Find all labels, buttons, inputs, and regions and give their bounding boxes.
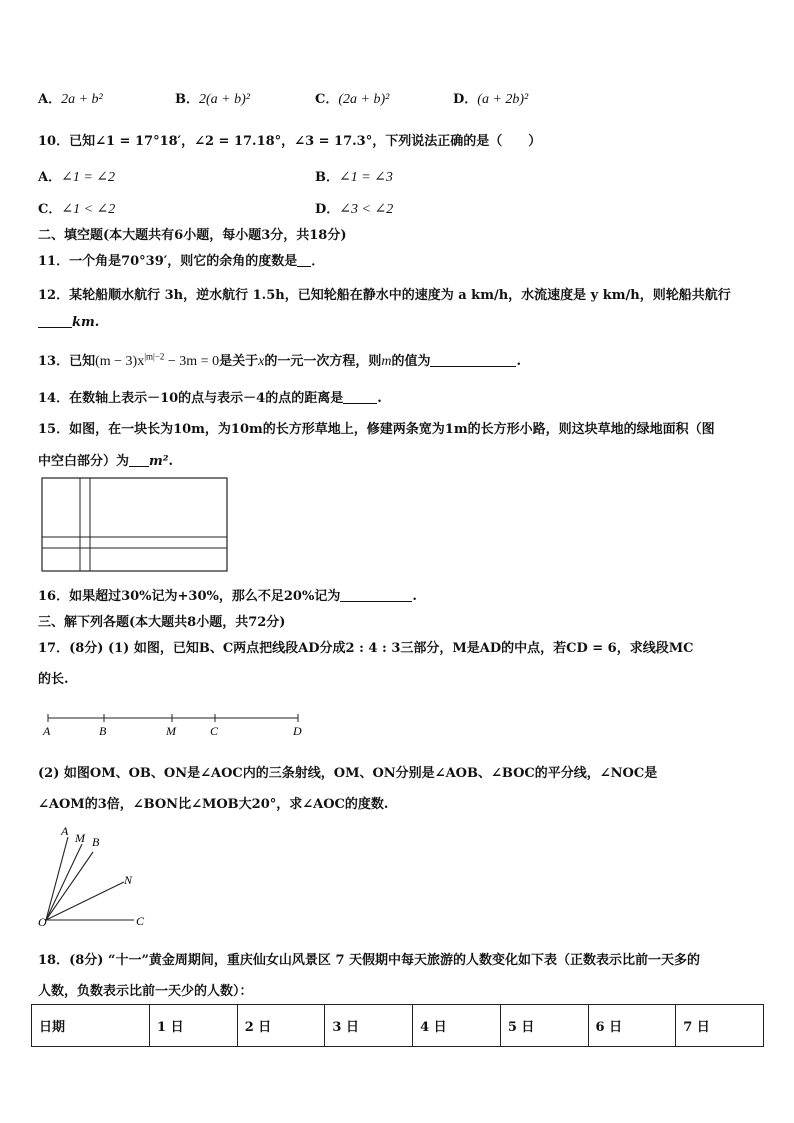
table-header-cell: 1 日 <box>150 1005 238 1047</box>
section-3-heading: 三、解下列各题(本大题共8小题，共72分) <box>38 615 286 630</box>
ray-label-c: C <box>136 914 145 928</box>
q15-blank <box>129 454 149 467</box>
q10-stem: 10．已知∠1 = 17°18′，∠2 = 17.18°，∠3 = 17.3°，下列说法正确的是（ ） <box>38 134 542 149</box>
label-m: M <box>166 724 176 738</box>
q12-blank <box>38 315 72 328</box>
segment-ad-figure <box>38 708 318 740</box>
q17-part1-line1: 17．(8分) (1) 如图，已知B、C两点把线段AD分成2 : 4 : 3三部分，M是AD的中点，若CD = 6，求线段MC <box>38 641 694 656</box>
q10-option-b: B．∠1 = ∠3 <box>315 170 393 185</box>
table-header-cell: 4 日 <box>413 1005 501 1047</box>
label-c: C <box>210 724 219 738</box>
lawn-paths-figure <box>40 476 230 574</box>
q13: 13．已知$(m - 3)x^{|m|-2} - 3m = 0$是关于x的一元一次方程，则m的值为 . <box>38 351 521 369</box>
q18-line2: 人数，负数表示比前一天少的人数）： <box>38 984 253 999</box>
rays-figure <box>30 822 160 932</box>
q18-line1: 18．(8分) “十一”黄金周期间，重庆仙女山风景区 7 天假期中每天旅游的人数变化如下表（正数表示比前一天多的 <box>38 953 701 968</box>
table-header-cell: 2 日 <box>237 1005 325 1047</box>
q15-line1: 15．如图，在一块长为10m，为10m的长方形草地上，修建两条宽为1m的长方形小路，则这块草地的绿地面积（图 <box>38 422 715 437</box>
ray-on <box>46 882 124 920</box>
table-header-cell: 5 日 <box>500 1005 588 1047</box>
q9-option-b: B．2(a + b)² <box>175 92 250 107</box>
ray-ob <box>46 852 93 920</box>
q10-option-d: D．∠3 < ∠2 <box>315 202 394 217</box>
label-a: A <box>43 724 51 738</box>
tourist-change-table <box>31 1004 764 1047</box>
q13-blank <box>430 354 516 367</box>
ray-oa <box>46 837 68 920</box>
q17-part1-line2: 的长. <box>38 672 69 687</box>
q9-option-c: C．(2a + b)² <box>315 92 390 107</box>
q12-line1: 12．某轮船顺水航行 3h，逆水航行 1.5h，已知轮船在静水中的速度为 a km/h，水流速度是 y km/h，则轮船共航行 <box>38 288 731 303</box>
ray-label-n: N <box>124 873 133 887</box>
label-b: B <box>99 724 107 738</box>
q14: 14．在数轴上表示－10的点与表示－4的点的距离是 . <box>38 391 382 406</box>
table-header-cell: 日期 <box>32 1005 150 1047</box>
table-header-cell: 7 日 <box>676 1005 764 1047</box>
section-2-heading: 二、填空题(本大题共有6小题，每小题3分，共18分) <box>38 228 347 243</box>
q14-blank <box>343 391 377 404</box>
q9-option-d: D．(a + 2b)² <box>453 92 529 107</box>
q10-option-a: A．∠1 = ∠2 <box>38 170 116 185</box>
ray-om <box>46 844 82 920</box>
label-d: D <box>293 724 302 738</box>
ray-label-a: A <box>61 824 69 838</box>
ray-label-b: B <box>92 835 100 849</box>
q10-option-c: C．∠1 < ∠2 <box>38 202 116 217</box>
ray-label-o: O <box>38 915 47 929</box>
table-header-cell: 6 日 <box>588 1005 676 1047</box>
table-header-cell: 3 日 <box>325 1005 413 1047</box>
q17-part2-line1: (2) 如图OM、OB、ON是∠AOC内的三条射线，OM、ON分别是∠AOB、∠BOC的平分线，∠NOC是 <box>38 766 658 781</box>
q16-blank <box>340 589 412 602</box>
table-header-row <box>32 1005 764 1047</box>
q11-blank <box>297 254 311 267</box>
q11: 11．一个角是70°39′，则它的余角的度数是 ． <box>38 254 325 269</box>
ray-label-m: M <box>75 831 85 845</box>
q9-option-a: A．2a + b² <box>38 92 103 107</box>
q17-part2-line2: ∠AOM的3倍，∠BON比∠MOB大20°，求∠AOC的度数. <box>38 797 389 812</box>
q15-line2: 中空白部分）为 m². <box>38 454 173 469</box>
q16: 16．如果超过30%记为+30%，那么不足20%记为 . <box>38 589 417 604</box>
lawn-outline <box>42 478 227 571</box>
q12-line2: km. <box>38 315 99 330</box>
